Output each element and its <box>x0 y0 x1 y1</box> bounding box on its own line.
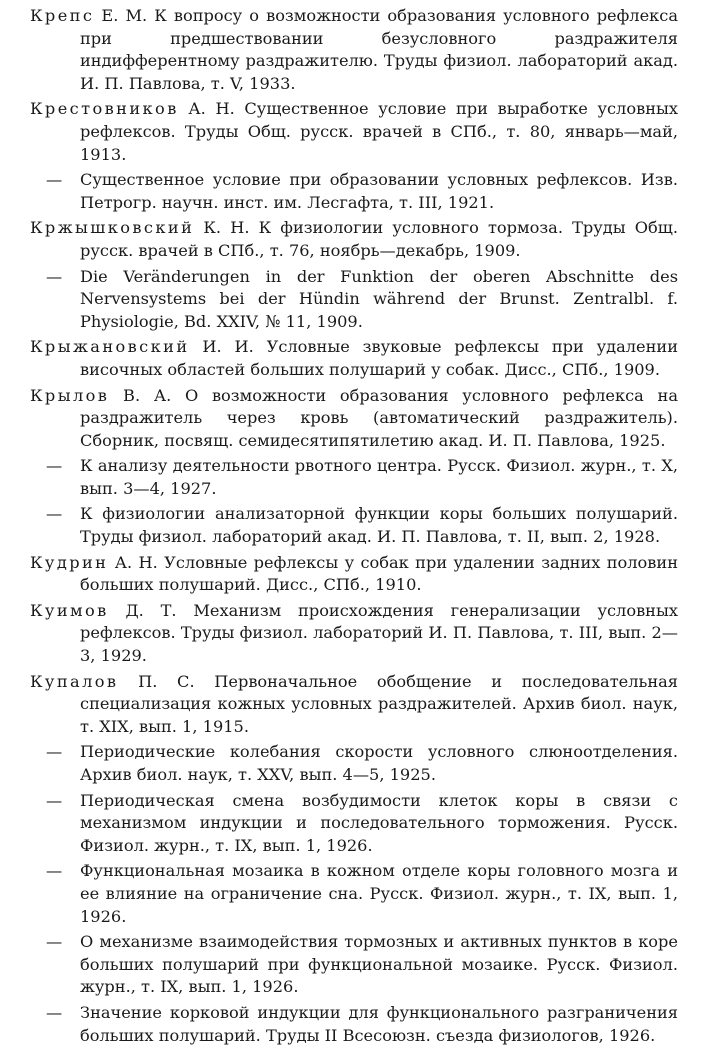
subentry-dash: — <box>46 861 63 881</box>
bib-author: Кудрин <box>30 552 109 572</box>
bib-subentry-text: О механизме взаимодействия тормозных и активных пунктов в коре больших полушарий при функциональной мозаике. Русск. Физиол. журн., т. IX, вып. 1, 1926. <box>80 932 678 997</box>
bib-entry <box>30 552 678 597</box>
bib-subentry-text: К физиологии анализаторной функции коры больших полушарий. Труды физиол. лабораторий акад. И. П. Павлова, т. II, вып. 2, 1928. <box>80 504 678 547</box>
bib-entry <box>30 5 678 95</box>
bib-entry-text: А. Н. Условные рефлексы у собак при удалении задних половин больших полушарий. Дисс., СПб., 1910. <box>80 552 678 595</box>
subentry-dash: — <box>46 742 63 762</box>
subentry-dash: — <box>46 170 63 190</box>
subentry-dash: — <box>46 456 63 476</box>
bib-subentry <box>30 790 678 858</box>
bib-entry-head <box>30 336 678 381</box>
bib-entry-text: И. И. Условные звуковые рефлексы при удалении височных областей больших полушарий у собак. Дисс., СПб., 1909. <box>80 337 678 379</box>
bib-subentry-text: Функциональная мозаика в кожном отделе коры головного мозга и ее влияние на ограничение сна. Русск. Физиол. журн., т. IX, вып. 1, 1926. <box>80 861 678 926</box>
bib-entry-head <box>30 5 678 95</box>
bib-subentry <box>30 860 678 928</box>
bib-entry-head <box>30 552 678 597</box>
bib-entry <box>30 671 678 1048</box>
subentry-dash: — <box>46 932 63 952</box>
bib-entry-text: П. С. Первоначальное обобщение и последовательная специализация кожных условных раздражителей. Архив биол. наук, т. XIX, вып. 1, 1915. <box>80 671 678 736</box>
bib-author: Купалов <box>30 671 119 691</box>
bib-entry-text: А. Н. Существенное условие при выработке условных рефлексов. Труды Общ. русск. врачей в СПб., т. 80, январь—май, 1913. <box>80 99 678 164</box>
subentry-dash: — <box>46 266 63 286</box>
bib-subentry <box>30 1002 678 1047</box>
bib-entry-head <box>30 385 678 453</box>
bibliography-list <box>30 5 678 1050</box>
bib-entry <box>30 385 678 549</box>
bib-entry <box>30 336 678 381</box>
bib-author: Крепс <box>30 6 95 25</box>
bib-entry-head <box>30 217 678 262</box>
bib-subentry-text: Die Veränderungen in der Funktion der oberen Abschnitte des Nervensystems bei der Hündin während der Brunst. Zentralbl. f. Physiologie, Bd. XXIV, № 11, 1909. <box>80 266 678 331</box>
bib-subentry <box>30 503 678 548</box>
subentry-dash: — <box>46 504 63 524</box>
bib-subentry-text: Периодические колебания скорости условного слюноотделения. Архив биол. наук, т. XXV, вып. 4—5, 1925. <box>80 742 678 784</box>
bib-subentry <box>30 741 678 786</box>
bib-entry-head <box>30 671 678 739</box>
bib-entry-text: В. А. О возможности образования условного рефлекса на раздражитель через кровь (автоматический раздражитель). Сборник, посвящ. семидесятипятилетию акад. И. П. Павлова, 1925. <box>80 385 678 450</box>
bib-author: Крыжановский <box>30 337 190 357</box>
subentry-dash: — <box>46 790 63 810</box>
bib-entry-text: Е. М. К вопросу о возможности образования условного рефлекса при предшествовании безусловного раздражителя индифферентному раздражителю. Труды физиол. лабораторий акад. И. П. Павлова, т. V, 1933. <box>80 6 678 93</box>
bib-entry-text: Д. Т. Механизм происхождения генерализации условных рефлексов. Труды физиол. лабораторий И. П. Павлова, т. III, вып. 2—3, 1929. <box>80 600 678 666</box>
bib-subentry-text: Значение корковой индукции для функционального разграничения больших полушарий. Труды II Всесоюзн. съезда физиологов, 1926. <box>80 1002 678 1045</box>
bib-author: Кржышковский <box>30 218 195 238</box>
bib-entry-head <box>30 98 678 166</box>
bib-entry-head <box>30 600 678 668</box>
bib-entry <box>30 217 678 333</box>
bib-subentry <box>30 931 678 999</box>
bib-subentry-text: К анализу деятельности рвотного центра. Русск. Физиол. журн., т. X, вып. 3—4, 1927. <box>80 456 678 498</box>
bib-subentry <box>30 169 678 214</box>
bib-entry-text: К. Н. К физиологии условного тормоза. Труды Общ. русск. врачей в СПб., т. 76, ноябрь—декабрь, 1909. <box>80 218 678 260</box>
bib-subentry <box>30 266 678 334</box>
subentry-dash: — <box>46 1002 63 1022</box>
bib-subentry-text: Периодическая смена возбудимости клеток коры в связи с механизмом индукции и последовательного торможения. Русск. Физиол. журн., т. IX, вып. 1, 1926. <box>80 790 678 855</box>
bib-author: Крестовников <box>30 99 179 119</box>
bib-subentry <box>30 455 678 500</box>
bib-entry <box>30 98 678 214</box>
bib-subentry-text: Существенное условие при образовании условных рефлексов. Изв. Петрогр. научн. инст. им. Лесгафта, т. III, 1921. <box>80 170 678 212</box>
bib-author: Крылов <box>30 385 110 405</box>
bib-author: Куимов <box>30 600 109 620</box>
bib-entry <box>30 600 678 668</box>
